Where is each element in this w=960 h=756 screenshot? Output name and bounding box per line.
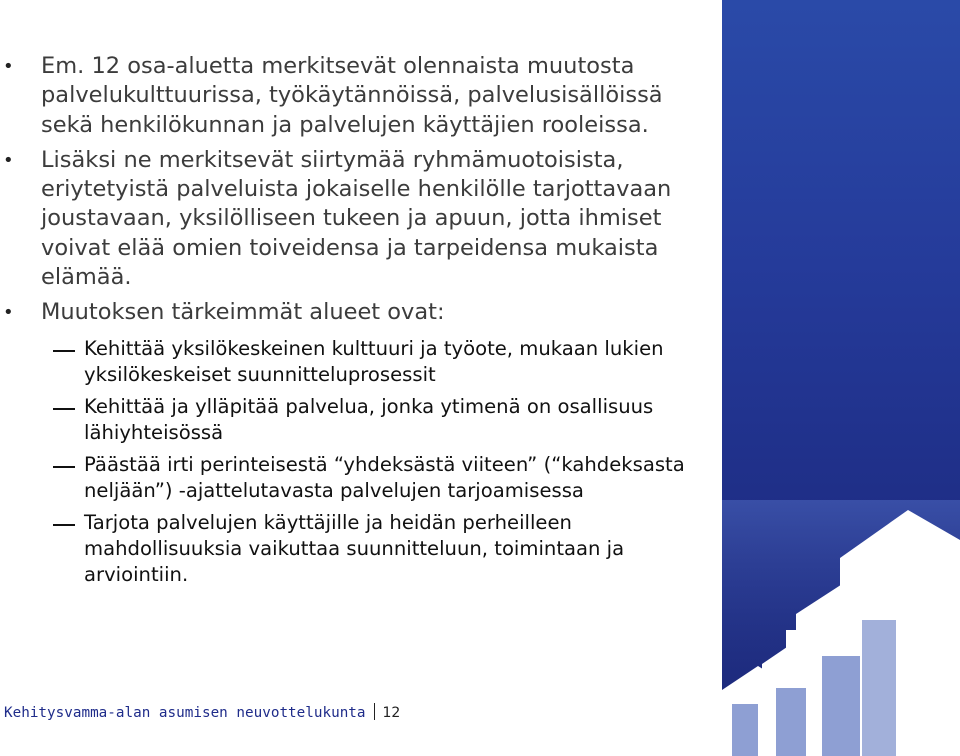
footer xyxy=(4,703,400,721)
dash-marker xyxy=(53,350,75,352)
houses-silhouette-icon xyxy=(722,0,960,756)
sub-item-text: Tarjota palvelujen käyttäjille ja heidän perheilleen mahdollisuuksia vaikuttaa suunnitteluun, toimintaan ja arviointiin. xyxy=(84,510,625,586)
dash-marker xyxy=(53,408,75,410)
decorative-sidebar xyxy=(722,0,960,756)
footer-divider xyxy=(374,703,375,720)
bullet-item xyxy=(0,52,710,140)
footer-org: Kehitysvamma-alan asumisen neuvottelukunta xyxy=(4,705,366,721)
bullet-text: Em. 12 osa-aluetta merkitsevät olennaista muutosta palvelukulttuurissa, työkäytännöissä, palvelusisällöissä sekä henkilökunnan ja palvelujen käyttäjien rooleissa. xyxy=(41,53,663,138)
sub-item-text: Kehittää yksilökeskeinen kulttuuri ja työote, mukaan lukien yksilökeskeiset suunnitteluprosessit xyxy=(84,336,664,386)
sub-item xyxy=(0,510,710,588)
sub-item xyxy=(0,452,710,504)
bullet-dot: • xyxy=(3,302,14,324)
slide-body xyxy=(0,52,710,594)
sub-item-text: Kehittää ja ylläpitää palvelua, jonka ytimenä on osallisuus lähiyhteisössä xyxy=(84,394,654,444)
dash-marker xyxy=(53,524,75,526)
bullet-item xyxy=(0,146,710,292)
bullet-text: Lisäksi ne merkitsevät siirtymää ryhmämuotoisista, eriytetyistä palveluista jokaiselle henkilölle tarjottavaan joustavaan, yksilölliseen tukeen ja apuun, jotta ihmiset voivat elää omien toiveidensa ja tarpeidensa mukaista elämää. xyxy=(41,146,672,291)
bullet-dot: • xyxy=(3,56,14,77)
bullet-text: Muutoksen tärkeimmät alueet ovat: xyxy=(41,299,445,326)
sub-item-text: Päästää irti perinteisestä “yhdeksästä viiteen” (“kahdeksasta neljään”) -ajattelutavasta palvelujen tarjoamisessa xyxy=(84,452,685,502)
bullet-item xyxy=(0,298,710,327)
bullet-dot: • xyxy=(3,149,14,171)
sub-item xyxy=(0,394,710,446)
dash-marker xyxy=(53,466,75,468)
page-number: 12 xyxy=(382,705,401,721)
sub-item xyxy=(0,336,710,388)
